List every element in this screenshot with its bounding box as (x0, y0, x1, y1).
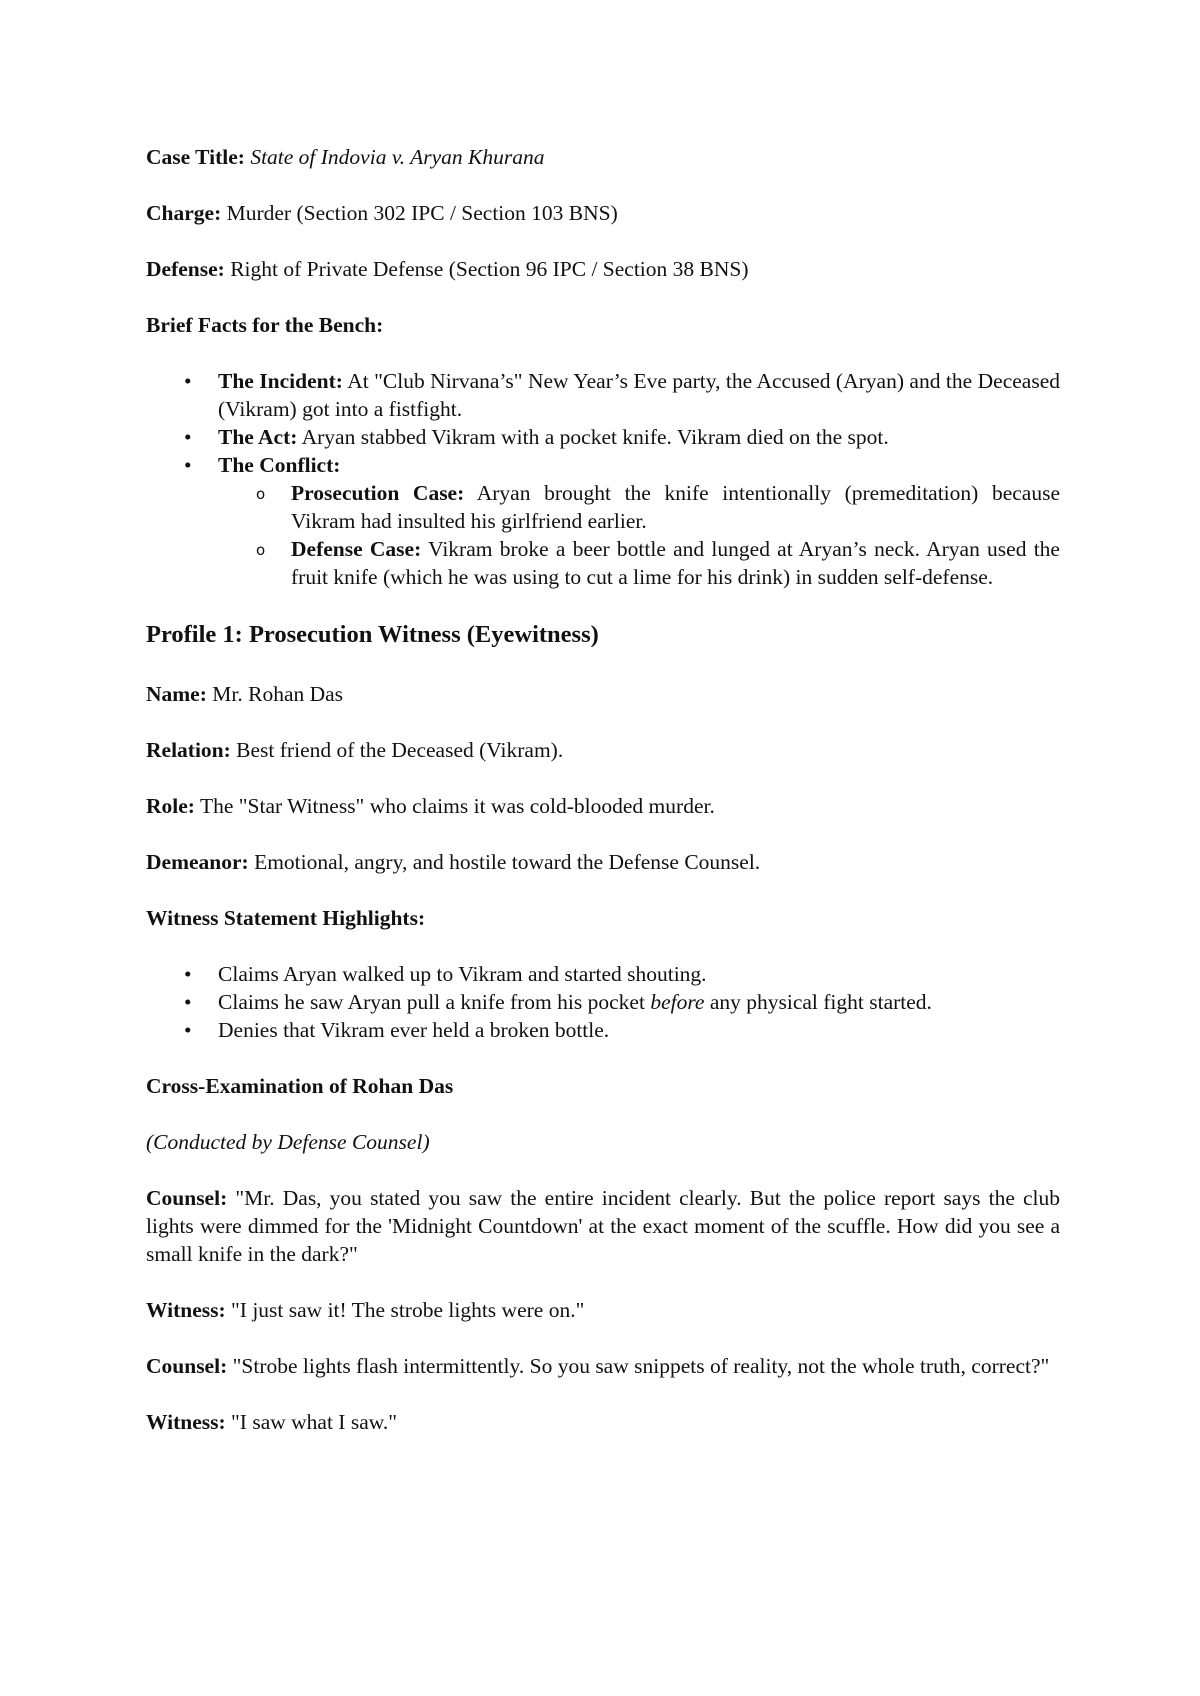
list-item (146, 479, 1060, 535)
list-item (146, 535, 1060, 591)
conducted-by (146, 1128, 1060, 1156)
highlights-heading-text: Witness Statement Highlights: (146, 906, 426, 930)
list-item (146, 1016, 1060, 1044)
highlight-emphasis: before (650, 990, 705, 1014)
exchange (146, 1184, 1060, 1268)
demeanor-value: Emotional, angry, and hostile toward the Defense Counsel. (254, 850, 761, 874)
exchange-text: "Strobe lights flash intermittently. So you saw snippets of reality, not the whole truth, correct?" (232, 1354, 1050, 1378)
charge (146, 199, 1060, 227)
exchange (146, 1408, 1060, 1436)
case-title-label: Case Title: (146, 145, 245, 169)
witness-demeanor (146, 848, 1060, 876)
incident-text: At "Club Nirvana’s" New Year’s Eve party, the Accused (Aryan) and the Deceased (Vikram) got into a fistfight. (218, 369, 1060, 421)
prosecution-label: Prosecution Case: (291, 481, 465, 505)
cross-heading (146, 1072, 1060, 1100)
highlights-list (146, 960, 1060, 1044)
facts-list (146, 367, 1060, 591)
list-item (146, 451, 1060, 591)
conducted-by-text: (Conducted by Defense Counsel) (146, 1130, 430, 1154)
role-label: Role: (146, 794, 195, 818)
speaker: Counsel: (146, 1186, 228, 1210)
demeanor-label: Demeanor: (146, 850, 249, 874)
case-title (146, 143, 1060, 171)
defense-case-label: Defense Case: (291, 537, 422, 561)
relation-label: Relation: (146, 738, 231, 762)
relation-value: Best friend of the Deceased (Vikram). (236, 738, 564, 762)
profile-heading: Profile 1: Prosecution Witness (Eyewitness) (146, 621, 599, 648)
charge-label: Charge: (146, 201, 222, 225)
exchange-text: "I saw what I saw." (231, 1410, 398, 1434)
facts-heading (146, 311, 1060, 339)
case-title-value: State of Indovia v. Aryan Khurana (250, 145, 545, 169)
exchange-text: "Mr. Das, you stated you saw the entire incident clearly. But the police report says the club lights were dimmed for the 'Midnight Countdown' at the exact moment of the scuffle. How did you see a small knife in the dark?" (146, 1186, 1061, 1266)
witness-relation (146, 736, 1060, 764)
highlight-text: Claims Aryan walked up to Vikram and started shouting. (218, 962, 707, 986)
list-item (146, 960, 1060, 988)
conflict-sublist (218, 479, 1060, 591)
prosecution-text: Aryan brought the knife intentionally (premeditation) because Vikram had insulted his girlfriend earlier. (291, 481, 1060, 533)
highlights-heading (146, 904, 1060, 932)
charge-value: Murder (Section 302 IPC / Section 103 BNS) (226, 201, 618, 225)
defense-case-text: Vikram broke a beer bottle and lunged at Aryan’s neck. Aryan used the fruit knife (which he was using to cut a lime for his drink) in sudden self-defense. (291, 537, 1060, 589)
exchange (146, 1352, 1060, 1380)
incident-label: The Incident: (218, 369, 343, 393)
act-label: The Act: (218, 425, 298, 449)
defense-label: Defense: (146, 257, 225, 281)
exchange (146, 1296, 1060, 1324)
name-value: Mr. Rohan Das (212, 682, 344, 706)
highlight-text: any physical fight started. (704, 990, 932, 1014)
list-item (146, 367, 1060, 423)
role-value: The "Star Witness" who claims it was cold-blooded murder. (199, 794, 715, 818)
defense (146, 255, 1060, 283)
highlight-text: Denies that Vikram ever held a broken bottle. (218, 1018, 610, 1042)
witness-name (146, 680, 1060, 708)
exchange-text: "I just saw it! The strobe lights were on." (231, 1298, 585, 1322)
list-item (146, 423, 1060, 451)
document-page (146, 143, 1060, 1464)
name-label: Name: (146, 682, 207, 706)
list-item (146, 988, 1060, 1016)
defense-value: Right of Private Defense (Section 96 IPC / Section 38 BNS) (230, 257, 749, 281)
act-text: Aryan stabbed Vikram with a pocket knife. Vikram died on the spot. (301, 425, 889, 449)
facts-heading-text: Brief Facts for the Bench: (146, 313, 384, 337)
cross-heading-text: Cross-Examination of Rohan Das (146, 1074, 454, 1098)
speaker: Witness: (146, 1298, 226, 1322)
witness-role (146, 792, 1060, 820)
highlight-text: Claims he saw Aryan pull a knife from his pocket (218, 990, 651, 1014)
speaker: Counsel: (146, 1354, 228, 1378)
conflict-label: The Conflict: (218, 453, 341, 477)
speaker: Witness: (146, 1410, 226, 1434)
